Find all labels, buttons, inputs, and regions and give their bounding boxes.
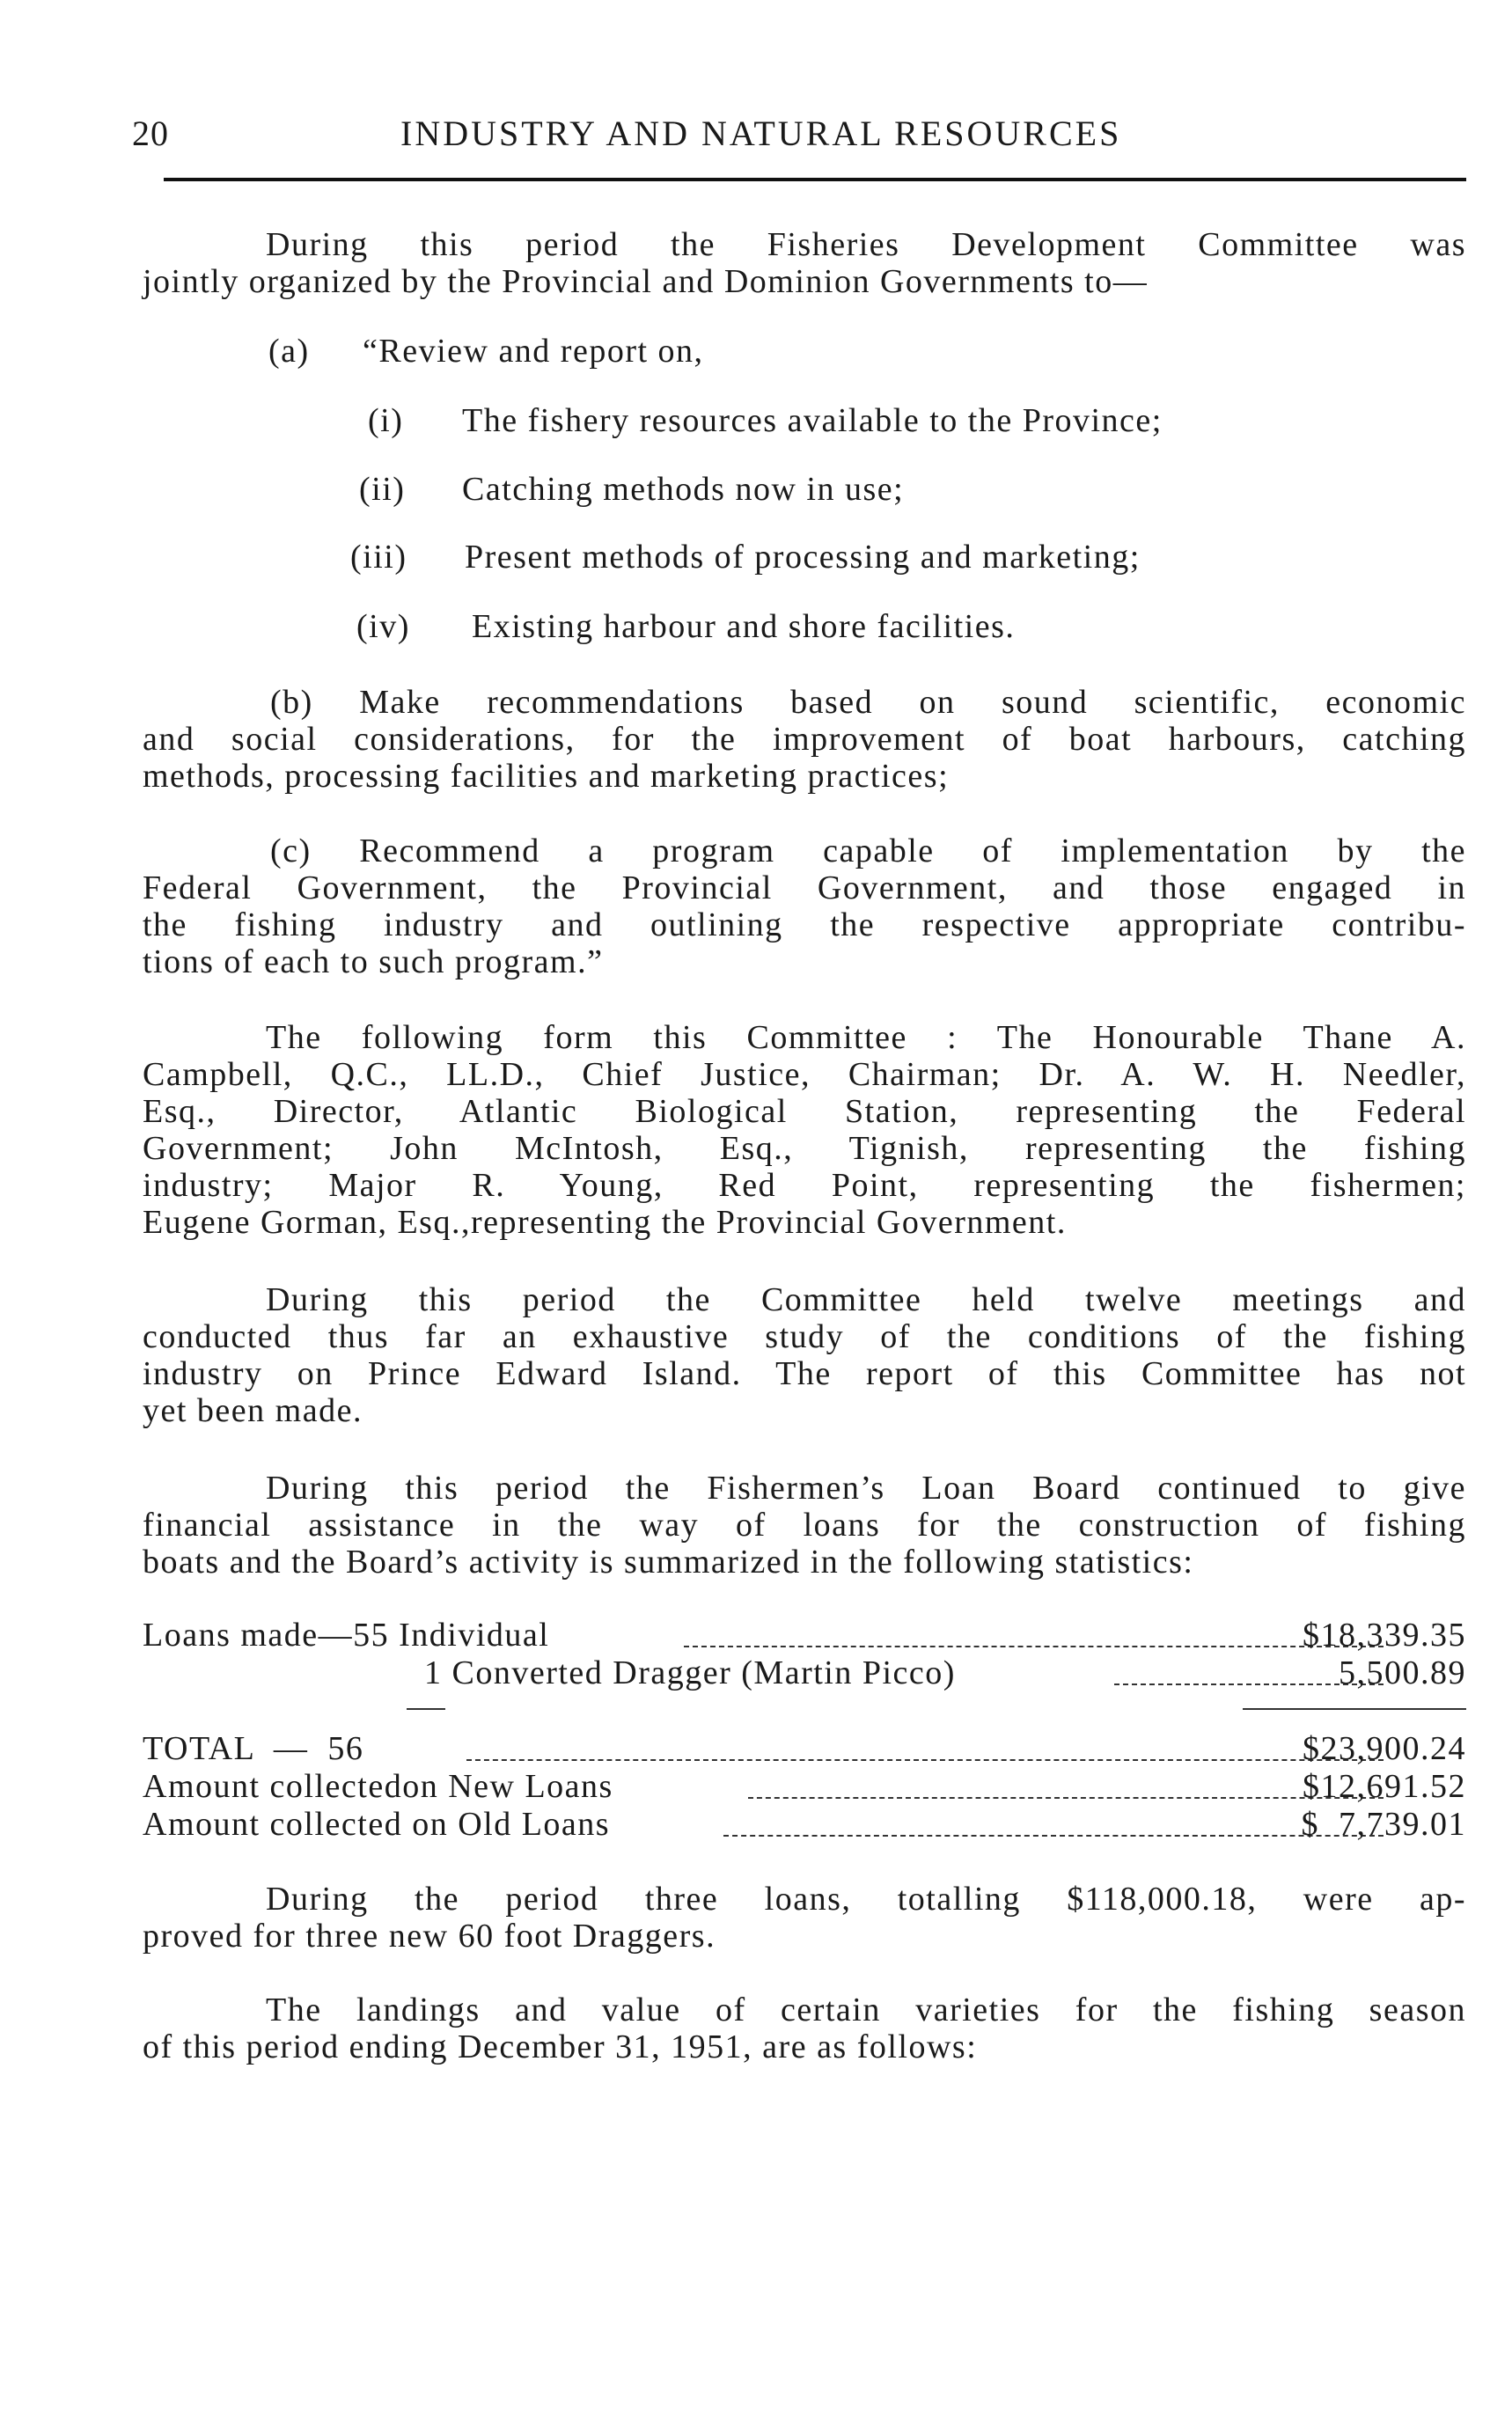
row-label: Amount collected on Old Loans [143,1806,611,1843]
text-line: of this period ending December 31, 1951, are as follows: [143,2028,978,2065]
header-rule [164,178,1466,181]
item-a-text: “Review and report on, [363,333,704,370]
intro-paragraph [143,226,1466,300]
text-line: The following form this Committee : The Honourable Thane A. [266,1019,1466,1056]
text-line: yet been made. [143,1392,363,1429]
row-amount: $23,900.24 [1303,1730,1466,1767]
row-label: Amount collectedon New Loans [143,1768,613,1805]
table-row [143,1654,1466,1692]
row-label: TOTAL — 56 [143,1730,364,1767]
count-underline [407,1708,445,1710]
text-line: conducted thus far an exhaustive study of the conditions of the fishing [143,1318,1466,1355]
text-line: industry; Major R. Young, Red Point, representing the fishermen; [143,1167,1466,1204]
text-line: industry on Prince Edward Island. The report of this Committee has not [143,1355,1466,1392]
committee-members-paragraph [143,1019,1466,1241]
sub-item-text: Catching methods now in use; [462,471,905,508]
text-line: financial assistance in the way of loans for the construction of fishing [143,1507,1466,1544]
row-amount: $ 7,739.01 [1301,1806,1466,1843]
page-header [0,113,1512,165]
text-line: During this period the Fisheries Development Committee was [266,226,1466,263]
leader-dots [466,1759,1384,1761]
text-line: boats and the Board’s activity is summarized in the following statistics: [143,1544,1194,1581]
item-b-paragraph [143,684,1466,795]
landings-paragraph [143,1992,1466,2065]
row-amount: $12,691.52 [1303,1768,1466,1805]
sub-item-marker: (iv) [356,608,410,645]
text-line: During this period the Fishermen’s Loan Board continued to give [266,1470,1466,1507]
text-line: (c) Recommend a program capable of implementation by the [270,833,1466,869]
loan-board-paragraph [143,1470,1466,1581]
sub-item-marker: (iii) [350,539,407,576]
item-c-paragraph [143,833,1466,980]
table-row [143,1805,1466,1844]
table-row [143,1767,1466,1806]
row-label: 1 Converted Dragger (Martin Picco) [424,1654,956,1691]
sub-item-text: Existing harbour and shore facilities. [472,608,1016,645]
text-line: Federal Government, the Provincial Government, and those engaged in [143,869,1466,906]
text-line: Government; John McIntosh, Esq., Tignish, representing the fishing [143,1130,1466,1167]
amount-underline [1243,1708,1466,1710]
draggers-paragraph [143,1881,1466,1955]
table-row [143,1616,1466,1654]
text-line: Campbell, Q.C., LL.D., Chief Justice, Chairman; Dr. A. W. H. Needler, [143,1056,1466,1093]
row-amount: 5,500.89 [1339,1654,1466,1691]
meetings-paragraph [143,1281,1466,1429]
table-row [143,1729,1466,1768]
text-line: Esq., Director, Atlantic Biological Station, representing the Federal [143,1093,1466,1130]
text-line: jointly organized by the Provincial and Dominion Governments to— [143,263,1149,300]
text-line: methods, processing facilities and marketing practices; [143,758,950,795]
sub-item-marker: (ii) [359,471,406,508]
text-line: Eugene Gorman, Esq.,representing the Provincial Government. [143,1204,1067,1241]
text-line: During this period the Committee held twelve meetings and [266,1281,1466,1318]
text-line: During the period three loans, totalling $118,000.18, were ap- [266,1881,1466,1918]
text-line: (b) Make recommendations based on sound scientific, economic [270,684,1466,721]
running-title: INDUSTRY AND NATURAL RESOURCES [400,114,1122,153]
row-label: Loans made—55 Individual [143,1617,550,1654]
sub-item-text: Present methods of processing and marketing; [465,539,1141,576]
text-line: and social considerations, for the improvement of boat harbours, catching [143,721,1466,758]
sub-item-marker: (i) [368,402,404,439]
row-amount: $18,339.35 [1303,1617,1466,1654]
text-line: The landings and value of certain varieties for the fishing season [266,1992,1466,2028]
page-number: 20 [132,114,169,153]
item-a-marker: (a) [268,333,310,370]
text-line: proved for three new 60 foot Draggers. [143,1918,716,1955]
sub-item-text: The fishery resources available to the Province; [462,402,1163,439]
text-line: the fishing industry and outlining the respective appropriate contribu- [143,906,1466,943]
text-line: tions of each to such program.” [143,943,604,980]
